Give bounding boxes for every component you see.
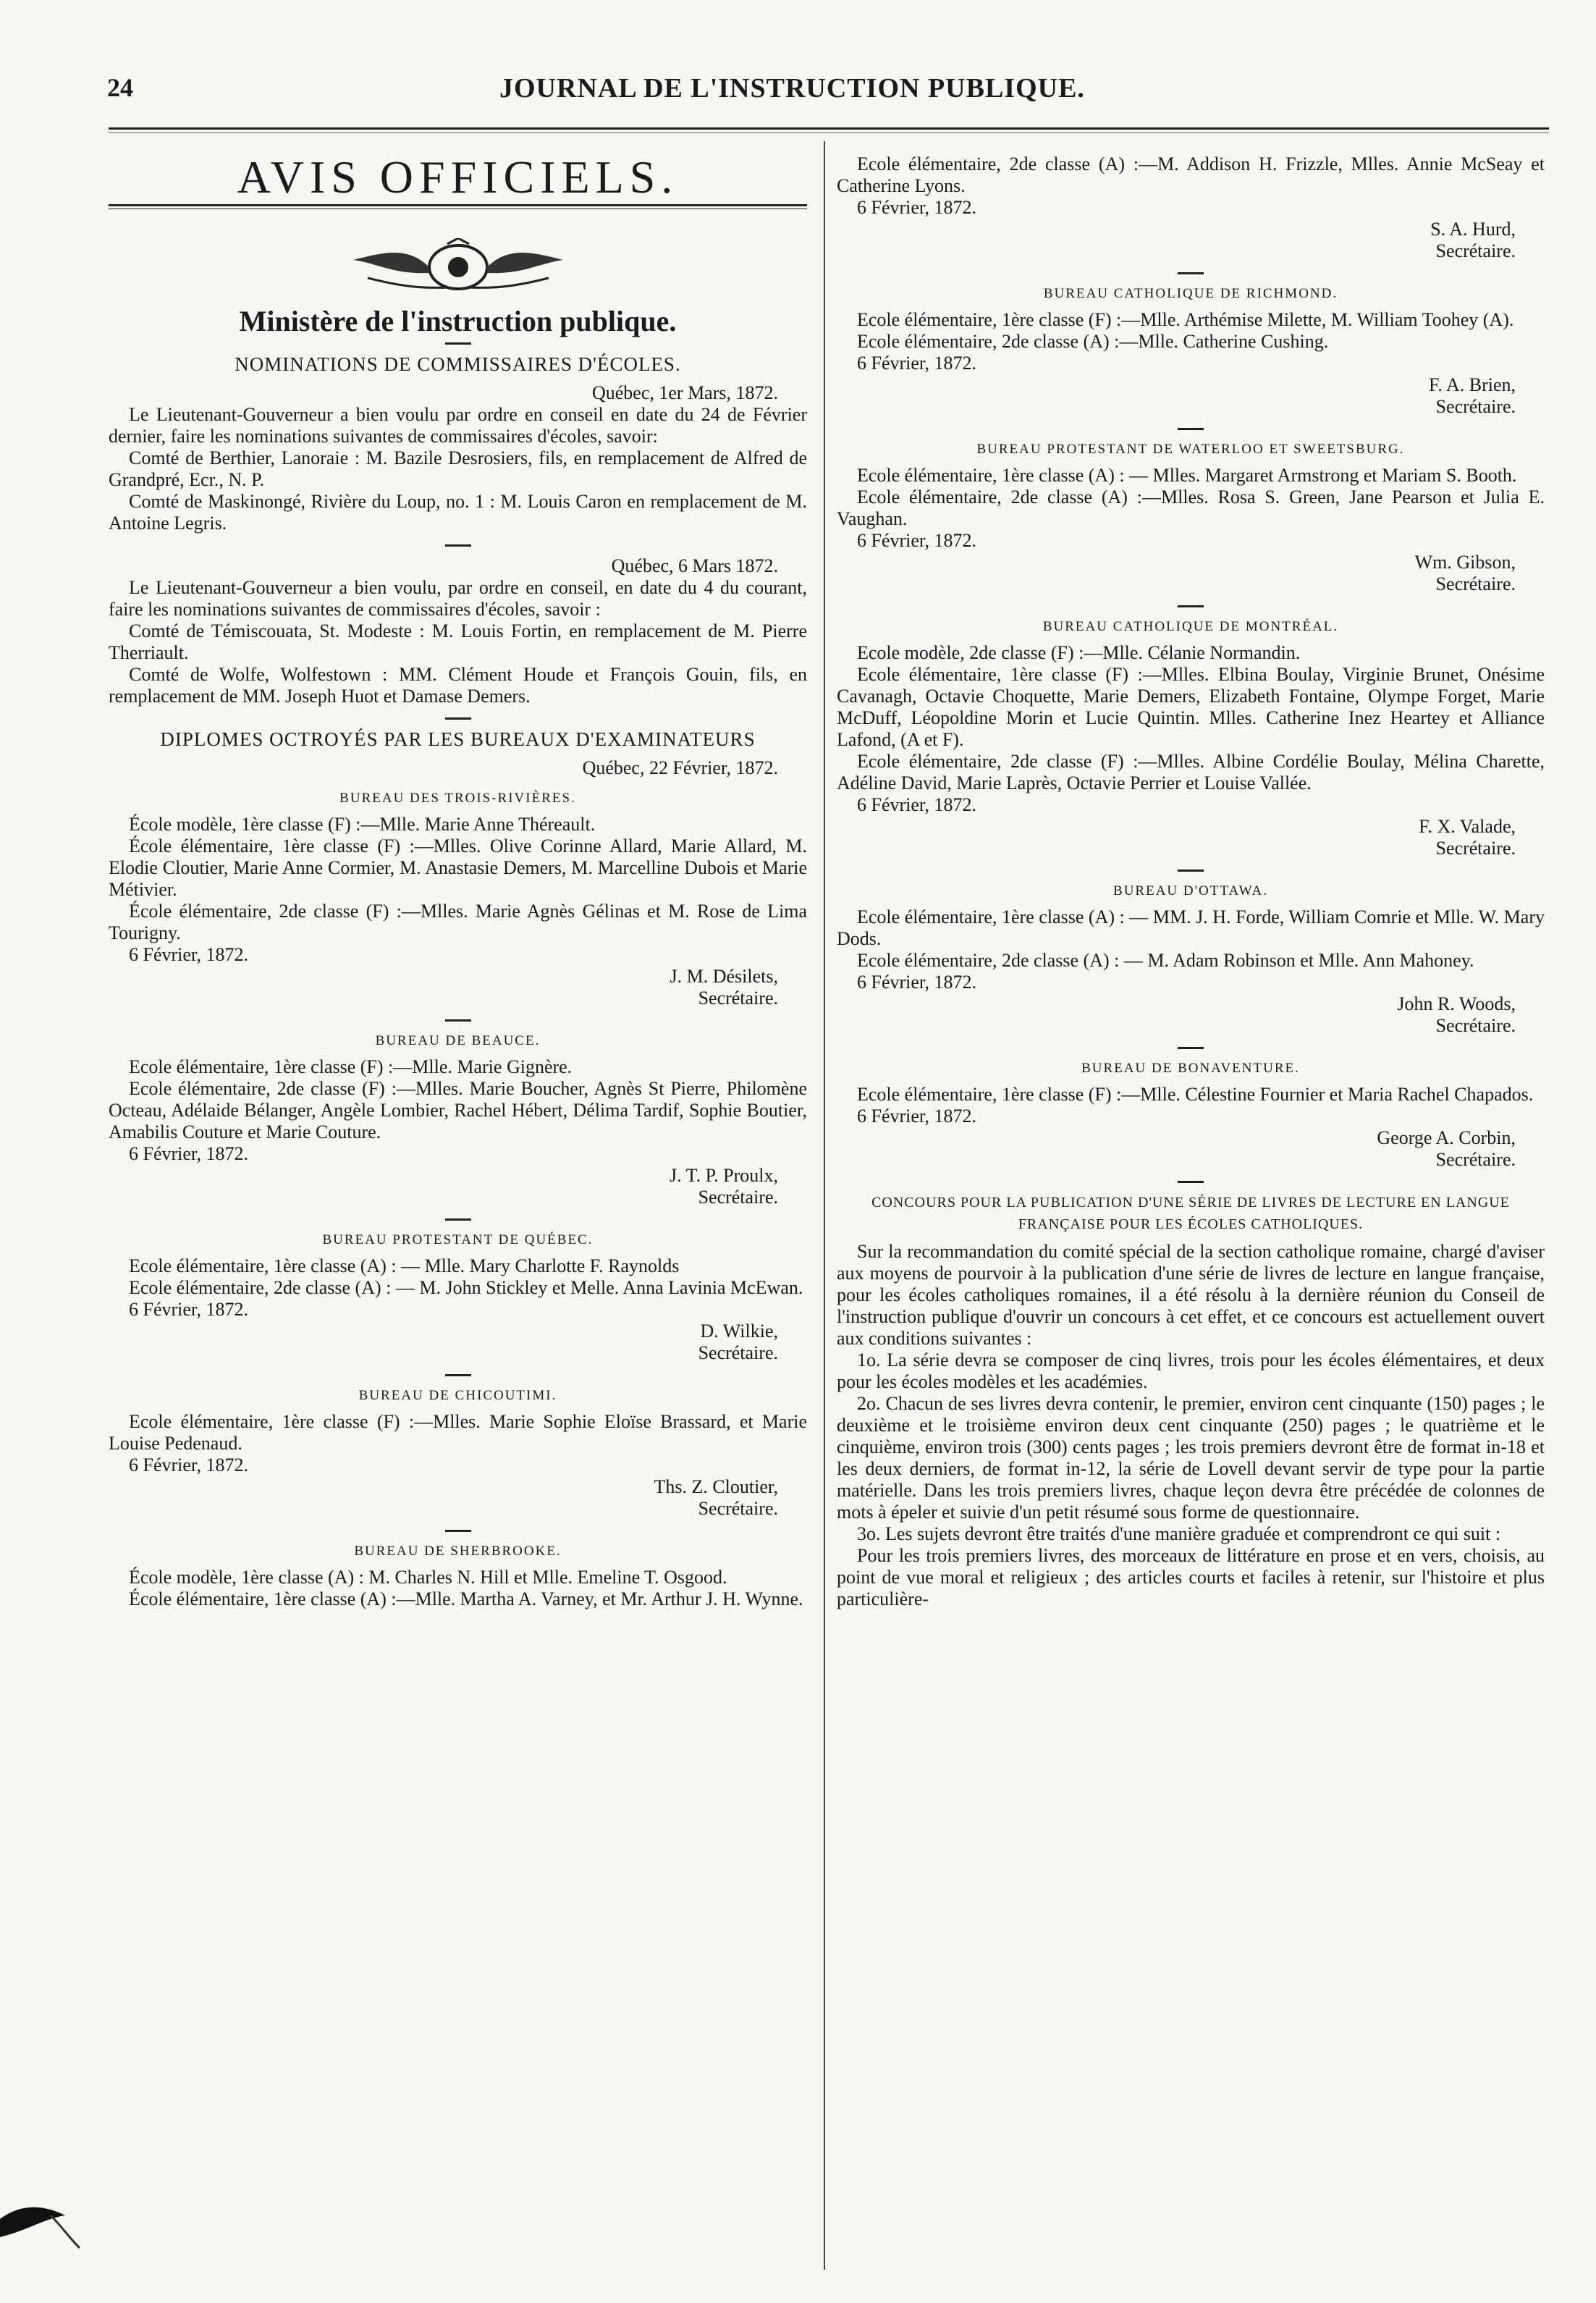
title-rule: [109, 204, 807, 209]
date-line: 6 Février, 1872.: [857, 197, 977, 218]
bureau-heading: BUREAU CATHOLIQUE DE RICHMOND.: [1043, 286, 1338, 301]
signature-role: Secrétaire.: [1435, 396, 1516, 417]
paragraph: Comté de Maskinongé, Rivière du Loup, no. 1 : M. Louis Caron en remplacement de M. Antoine Legris.: [109, 491, 807, 534]
signature-role: Secrétaire.: [1435, 240, 1516, 261]
dateline: Québec, 22 Février, 1872.: [582, 757, 778, 778]
signature: John R. Woods,: [1397, 993, 1516, 1014]
signature: George A. Corbin,: [1377, 1127, 1516, 1148]
paragraph: Ecole élémentaire, 1ère classe (F) :—Mlle. Marie Gignère.: [129, 1056, 573, 1077]
date-line: 6 Février, 1872.: [857, 530, 977, 551]
date-line: 6 Février, 1872.: [857, 972, 977, 993]
paragraph: Comté de Témiscouata, St. Modeste : M. Louis Fortin, en remplacement de M. Pierre Therriault.: [109, 620, 807, 663]
bureau-heading: BUREAU D'OTTAWA.: [1113, 883, 1268, 898]
paragraph: Ecole élémentaire, 1ère classe (F) :—Mlle. Arthémise Milette, M. William Toohey (A).: [857, 309, 1514, 330]
date-line: 6 Février, 1872.: [857, 353, 977, 374]
paragraph: Ecole élémentaire, 1ère classe (F) :—Mlle. Célestine Fournier et Maria Rachel Chapados.: [857, 1084, 1534, 1105]
separator: [445, 1530, 471, 1532]
separator: [1178, 870, 1204, 872]
signature: F. A. Brien,: [1429, 374, 1516, 395]
date-line: 6 Février, 1872.: [129, 1454, 249, 1475]
signature-role: Secrétaire.: [698, 1498, 778, 1519]
separator: [445, 342, 471, 345]
paragraph: Ecole élémentaire, 2de classe (A) :—Mlle. Catherine Cushing.: [857, 331, 1329, 352]
date-line: 6 Février, 1872.: [129, 1299, 249, 1320]
signature-role: Secrétaire.: [1435, 1149, 1516, 1170]
signature-role: Secrétaire.: [1435, 573, 1516, 594]
separator: [445, 1218, 471, 1221]
paragraph: École élémentaire, 1ère classe (F) :—Mlles. Olive Corinne Allard, Marie Allard, M. Elodie Cloutier, Marie Anne Cormier, M. Anastasie Demers, M. Marcelline Dubois et Marie Métivier.: [109, 835, 807, 900]
ministere-heading: Ministère de l'instruction publique.: [239, 305, 677, 337]
paragraph: Sur la recommandation du comité spécial de la section catholique romaine, chargé d'aviser aux moyens de pourvoir à la publication d'une série de livres de lecture en langue française, pour les écoles catholiques romaines, il a été résolu à la dernière réunion du Conseil de l'instruction publique d'ouvrir un concours à cet effet, et ce concours est actuellement ouvert aux conditions suivantes :: [837, 1241, 1545, 1349]
paragraph: Ecole élémentaire, 1ère classe (F) :—Mlles. Elbina Boulay, Virginie Brunet, Onésime Cavanagh, Octavie Choquette, Marie Demers, Elizabeth Fontaine, Olympe Forget, Marie McDuff, Léopoldine Morin et Lucie Quintin. Mlles. Catherine Inez Heartey et Alliance Lafond, (A et F).: [837, 664, 1545, 750]
page-number: 24: [107, 73, 133, 102]
column-divider: [824, 141, 825, 2270]
paragraph: Ecole élémentaire, 1ère classe (A) : — Mlle. Mary Charlotte F. Raynolds: [129, 1255, 680, 1276]
paragraph: École modèle, 1ère classe (A) : M. Charles N. Hill et Mlle. Emeline T. Osgood.: [129, 1567, 727, 1588]
paragraph: Ecole élémentaire, 2de classe (F) :—Mlles. Marie Boucher, Agnès St Pierre, Philomène Octeau, Adélaide Bélanger, Angèle Lombier, Rachel Hébert, Délima Tardif, Sophie Boutier, Amabilis Couture et Marie Couture.: [109, 1078, 807, 1142]
scan-artifact-icon: [0, 2186, 87, 2252]
signature-role: Secrétaire.: [698, 1342, 778, 1363]
separator: [445, 717, 471, 720]
paragraph: Ecole élémentaire, 2de classe (A) : — M. John Stickley et Melle. Anna Lavinia McEwan.: [129, 1277, 803, 1298]
bureau-heading: BUREAU PROTESTANT DE QUÉBEC.: [322, 1232, 594, 1247]
paragraph: Le Lieutenant-Gouverneur a bien voulu par ordre en conseil en date du 24 de Février dernier, faire les nominations suivantes de commissaires d'écoles, savoir:: [109, 404, 807, 447]
paragraph: 1o. La série devra se composer de cinq livres, trois pour les écoles élémentaires, et deux pour les écoles modèles et les académies.: [837, 1350, 1545, 1392]
bureau-heading: BUREAU DE BONAVENTURE.: [1081, 1061, 1300, 1076]
signature-role: Secrétaire.: [698, 988, 778, 1009]
paragraph: École élémentaire, 1ère classe (A) :—Mlle. Martha A. Varney, et Mr. Arthur J. H. Wynne.: [129, 1588, 803, 1609]
signature-role: Secrétaire.: [698, 1187, 778, 1208]
paragraph: Ecole modèle, 2de classe (F) :—Mlle. Célanie Normandin.: [857, 642, 1301, 663]
bureau-heading: BUREAU CATHOLIQUE DE MONTRÉAL.: [1042, 619, 1339, 634]
diplomes-heading: DIPLOMES OCTROYÉS PAR LES BUREAUX D'EXAMINATEURS: [160, 728, 756, 750]
separator: [445, 544, 471, 547]
paragraph: Ecole élémentaire, 2de classe (A) :—M. Addison H. Frizzle, Mlles. Annie McSeay et Catherine Lyons.: [837, 153, 1545, 196]
date-line: 6 Février, 1872.: [857, 1106, 977, 1127]
paragraph: Ecole élémentaire, 2de classe (A) : — M. Adam Robinson et Mlle. Ann Mahoney.: [857, 950, 1474, 971]
date-line: 6 Février, 1872.: [129, 944, 249, 965]
paragraph: Comté de Wolfe, Wolfestown : MM. Clément Houde et François Gouin, fils, en remplacement de MM. Joseph Huot et Damase Demers.: [109, 664, 807, 707]
paragraph: École modèle, 1ère classe (F) :—Mlle. Marie Anne Théreault.: [129, 814, 596, 835]
separator: [445, 1019, 471, 1022]
bureau-heading: BUREAU DE CHICOUTIMI.: [358, 1388, 557, 1403]
signature: J. M. Désilets,: [670, 966, 778, 987]
signature-role: Secrétaire.: [1435, 838, 1516, 859]
paragraph: Ecole élémentaire, 1ère classe (A) : — Mlles. Margaret Armstrong et Mariam S. Booth.: [857, 465, 1517, 486]
concours-heading: CONCOURS POUR LA PUBLICATION D'UNE SÉRIE DE LIVRES DE LECTURE EN LANGUE FRANÇAISE POUR LES ÉCOLES CATHOLIQUES.: [871, 1195, 1510, 1232]
signature: F. X. Valade,: [1419, 816, 1516, 837]
avis-officiels-title: AVIS OFFICIELS.: [237, 151, 679, 203]
bureau-heading: BUREAU DE BEAUCE.: [375, 1033, 541, 1048]
separator: [1178, 428, 1204, 430]
signature: Wm. Gibson,: [1414, 552, 1516, 573]
paragraph: École élémentaire, 2de classe (F) :—Mlles. Marie Agnès Gélinas et M. Rose de Lima Tourigny.: [109, 901, 807, 943]
date-line: 6 Février, 1872.: [857, 794, 977, 815]
signature: J. T. P. Proulx,: [669, 1165, 778, 1186]
date-line: 6 Février, 1872.: [129, 1143, 249, 1164]
paragraph: Ecole élémentaire, 1ère classe (A) : — MM. J. H. Forde, William Comrie et Mlle. W. Mary Dods.: [837, 906, 1545, 949]
paragraph: 3o. Les sujets devront être traités d'une manière graduée et comprendront ce qui suit :: [857, 1523, 1501, 1544]
separator: [1178, 1047, 1204, 1049]
paragraph: Comté de Berthier, Lanoraie : M. Bazile Desrosiers, fils, en remplacement de Alfred de Grandpré, Ecr., N. P.: [109, 447, 807, 490]
bureau-heading: BUREAU DE SHERBROOKE.: [354, 1544, 562, 1559]
right-column: [837, 153, 1545, 1610]
left-column: [109, 153, 807, 1610]
signature: Ths. Z. Cloutier,: [654, 1476, 778, 1497]
separator: [1178, 272, 1204, 274]
bureau-heading: BUREAU DES TROIS-RIVIÈRES.: [339, 791, 576, 806]
dateline: Québec, 1er Mars, 1872.: [591, 382, 778, 403]
crest-ornament-icon: [339, 238, 578, 296]
signature-role: Secrétaire.: [1435, 1015, 1516, 1036]
signature: S. A. Hurd,: [1430, 219, 1516, 240]
paragraph: Ecole élémentaire, 1ère classe (F) :—Mlles. Marie Sophie Eloïse Brassard, et Marie Louise Pedenaud.: [109, 1411, 807, 1454]
bureau-heading: BUREAU PROTESTANT DE WATERLOO ET SWEETSBURG.: [976, 442, 1405, 457]
signature: D. Wilkie,: [700, 1321, 778, 1342]
separator: [1178, 1181, 1204, 1183]
nominations-heading: NOMINATIONS DE COMMISSAIRES D'ÉCOLES.: [235, 353, 681, 375]
page-header: [0, 0, 1596, 123]
paragraph: Ecole élémentaire, 2de classe (A) :—Mlles. Rosa S. Green, Jane Pearson et Julia E. Vaughan.: [837, 487, 1545, 529]
paragraph: Ecole élémentaire, 2de classe (F) :—Mlles. Albine Cordélie Boulay, Mélina Charette, Adéline David, Marie Laprès, Octavie Perrier et Louise Vallée.: [837, 751, 1545, 793]
dateline: Québec, 6 Mars 1872.: [611, 555, 778, 576]
header-rule: [109, 127, 1549, 133]
paragraph: Pour les trois premiers livres, des morceaux de littérature en prose et en vers, choisis, au point de vue moral et religieux ; des articles courts et faciles à retenir, sur l'histoire et plus particulière-: [837, 1545, 1545, 1609]
separator: [445, 1374, 471, 1376]
separator: [1178, 605, 1204, 607]
running-title: JOURNAL DE L'INSTRUCTION PUBLIQUE.: [499, 73, 1085, 104]
paragraph: 2o. Chacun de ses livres devra contenir, le premier, environ cent cinquante (150) pages ; le deuxième et le troisième environ deux cent cinquante (250) pages ; le quatrième et le cinquième, environ trois (300) cents pages ; les trois premiers devront être de format in-18 et les deux derniers, de format in-12, la série de Lovell devant servir de type pour la partie matérielle. Dans les trois premiers livres, chaque leçon devra être précédée de colonnes de mots à épeler et suivie d'un petit résumé sous forme de questionnaire.: [837, 1393, 1545, 1523]
paragraph: Le Lieutenant-Gouverneur a bien voulu, par ordre en conseil, en date du 4 du courant, faire les nominations suivantes de commissaires d'écoles, savoir :: [109, 577, 807, 620]
